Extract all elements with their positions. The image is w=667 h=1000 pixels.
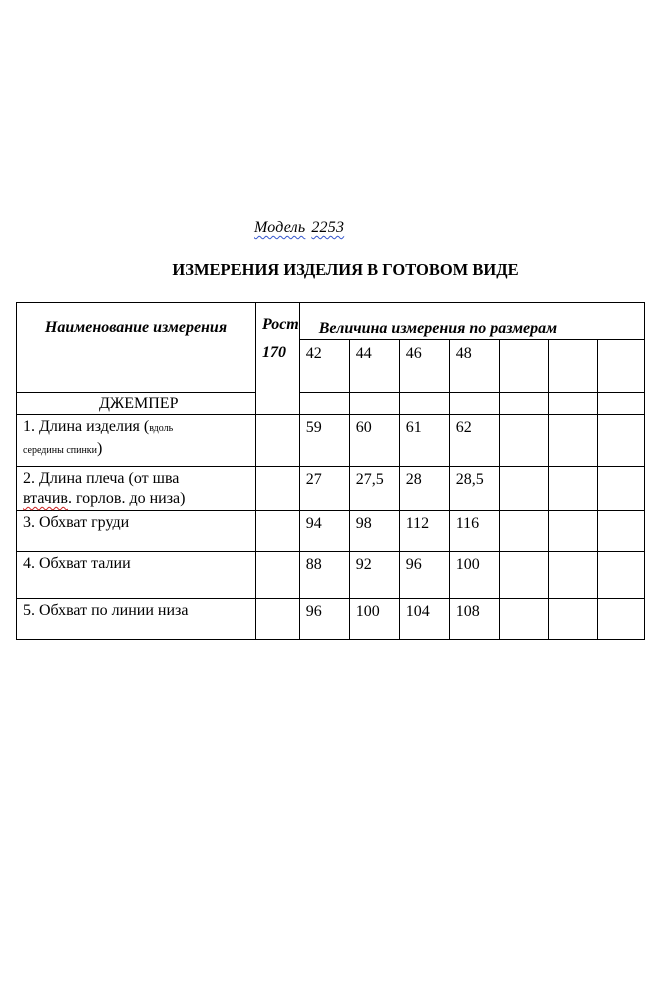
measurement-name: 4. Обхват талии [17, 552, 256, 599]
value-cell [499, 467, 548, 511]
empty-cell [299, 393, 349, 415]
value-cell: 98 [349, 511, 399, 552]
value-cell [548, 599, 597, 640]
value-cell: 28,5 [449, 467, 499, 511]
height-cell [256, 599, 300, 640]
measurement-name: 1. Длина изделия (вдоль середины спинки) [17, 415, 256, 467]
value-cell [499, 599, 548, 640]
value-cell [499, 415, 548, 467]
value-cell [548, 552, 597, 599]
measurement-name: 5. Обхват по линии низа [17, 599, 256, 640]
value-cell [499, 552, 548, 599]
table-row [17, 415, 645, 467]
empty-cell [449, 393, 499, 415]
model-label: Модель [254, 219, 306, 236]
empty-cell [499, 393, 548, 415]
size-cell: 48 [449, 340, 499, 393]
value-cell: 108 [449, 599, 499, 640]
model-number: 2253 [311, 219, 345, 236]
value-cell: 116 [449, 511, 499, 552]
value-cell [597, 467, 644, 511]
size-cell [597, 340, 644, 393]
value-cell: 100 [449, 552, 499, 599]
empty-cell [548, 393, 597, 415]
value-cell: 104 [399, 599, 449, 640]
value-cell: 61 [399, 415, 449, 467]
empty-cell [399, 393, 449, 415]
value-cell: 27 [299, 467, 349, 511]
value-cell: 27,5 [349, 467, 399, 511]
header-row [17, 303, 645, 340]
value-cell [597, 552, 644, 599]
table-row [17, 599, 645, 640]
height-cell [256, 511, 300, 552]
height-label: Рост [262, 316, 299, 333]
value-cell: 92 [349, 552, 399, 599]
header-sizes: Величина измерения по размерам [299, 303, 644, 340]
section-title: ДЖЕМПЕР [17, 393, 256, 415]
document-title: ИЗМЕРЕНИЯ ИЗДЕЛИЯ В ГОТОВОМ ВИДЕ [172, 260, 519, 279]
height-cell [256, 415, 300, 467]
empty-cell [349, 393, 399, 415]
height-cell [256, 467, 300, 511]
value-cell [597, 511, 644, 552]
empty-cell [597, 393, 644, 415]
size-cell: 46 [399, 340, 449, 393]
table-row [17, 552, 645, 599]
value-cell: 112 [399, 511, 449, 552]
height-cell [256, 552, 300, 599]
value-cell: 96 [299, 599, 349, 640]
height-value: 170 [262, 344, 286, 361]
size-cell: 44 [349, 340, 399, 393]
value-cell: 88 [299, 552, 349, 599]
measurement-name: 3. Обхват груди [17, 511, 256, 552]
header-height [256, 303, 300, 415]
size-cell: 42 [299, 340, 349, 393]
size-cell [548, 340, 597, 393]
value-cell: 100 [349, 599, 399, 640]
size-cell [499, 340, 548, 393]
table-row [17, 467, 645, 511]
value-cell [499, 511, 548, 552]
value-cell [548, 415, 597, 467]
table-row [17, 511, 645, 552]
value-cell: 62 [449, 415, 499, 467]
section-row [17, 393, 645, 415]
header-measurement-name: Наименование измерения [17, 303, 256, 393]
measurements-table [16, 302, 645, 640]
value-cell [597, 415, 644, 467]
value-cell: 94 [299, 511, 349, 552]
model-heading [254, 219, 344, 237]
value-cell [597, 599, 644, 640]
measurement-name: 2. Длина плеча (от шва втачив. горлов. до низа) [17, 467, 256, 511]
value-cell: 60 [349, 415, 399, 467]
value-cell: 28 [399, 467, 449, 511]
value-cell: 59 [299, 415, 349, 467]
value-cell [548, 511, 597, 552]
value-cell [548, 467, 597, 511]
value-cell: 96 [399, 552, 449, 599]
